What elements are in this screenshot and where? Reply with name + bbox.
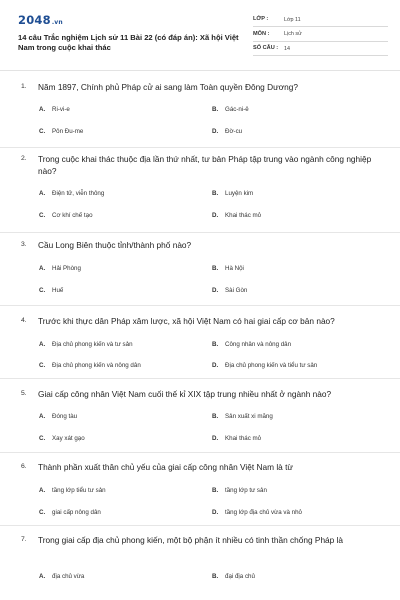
option-text: Địa chủ phong kiến và nông dân xyxy=(52,362,141,369)
question-number: 7. xyxy=(21,536,27,543)
option-text: Sài Gòn xyxy=(225,287,248,294)
document-title: 14 câu Trắc nghiệm Lịch sử 11 Bài 22 (có đáp án): Xã hội Việt Nam trong cuộc khai thác xyxy=(18,33,239,52)
option-c[interactable] xyxy=(39,509,101,516)
option-letter: B. xyxy=(212,487,219,494)
option-d[interactable] xyxy=(212,287,247,294)
option-text: Hà Nội xyxy=(225,265,244,272)
question-separator xyxy=(0,147,400,148)
option-letter: B. xyxy=(212,573,219,580)
option-b[interactable] xyxy=(212,106,249,113)
option-letter: C. xyxy=(39,212,46,219)
question-number: 1. xyxy=(21,83,27,90)
option-c[interactable] xyxy=(39,362,141,369)
option-letter: A. xyxy=(39,573,46,580)
option-text: Pôn Đu-me xyxy=(52,128,84,135)
option-a[interactable] xyxy=(39,341,133,348)
option-d[interactable] xyxy=(212,212,261,219)
option-a[interactable] xyxy=(39,573,84,580)
option-text: tầng lớp tư sản xyxy=(225,487,267,494)
meta-row-grade xyxy=(253,14,388,27)
option-text: Huế xyxy=(52,287,64,294)
option-text: Địa chủ phong kiến và tiểu tư sản xyxy=(225,362,318,369)
option-letter: A. xyxy=(39,265,46,272)
option-text: Xay xát gạo xyxy=(52,435,85,442)
option-b[interactable] xyxy=(212,265,244,272)
option-text: Ri-vi-e xyxy=(52,106,70,113)
question-text: Cầu Long Biên thuộc tỉnh/thành phố nào? xyxy=(38,240,192,250)
option-text: Đờ-cu xyxy=(225,128,243,135)
option-letter: C. xyxy=(39,509,46,516)
header-divider xyxy=(0,70,400,71)
meta-value[interactable]: Lớp 11 xyxy=(284,16,301,23)
question-separator xyxy=(0,452,400,453)
option-letter: B. xyxy=(212,265,219,272)
question-text: Giai cấp công nhân Việt Nam cuối thế kỉ XIX tập trung nhiều nhất ở ngành nào? xyxy=(38,389,332,399)
question-text: Trong giai cấp địa chủ phong kiến, một bộ phận ít nhiều có tinh thần chống Pháp là xyxy=(38,535,344,545)
option-letter: B. xyxy=(212,413,219,420)
option-text: Khai thác mỏ xyxy=(225,435,262,442)
meta-value[interactable]: Lịch sử xyxy=(284,31,302,37)
meta-panel xyxy=(253,14,388,58)
option-c[interactable] xyxy=(39,212,93,219)
option-b[interactable] xyxy=(212,190,253,197)
question-number: 5. xyxy=(21,390,27,397)
option-letter: D. xyxy=(212,212,219,219)
option-letter: A. xyxy=(39,190,46,197)
option-letter: B. xyxy=(212,341,219,348)
option-text: Hải Phòng xyxy=(52,265,81,272)
option-c[interactable] xyxy=(39,128,83,135)
option-d[interactable] xyxy=(212,128,242,135)
page-header xyxy=(0,0,400,70)
option-text: Sản xuất xi măng xyxy=(225,413,273,420)
option-letter: A. xyxy=(39,341,46,348)
option-a[interactable] xyxy=(39,190,104,197)
option-d[interactable] xyxy=(212,362,317,369)
meta-row-count xyxy=(253,43,388,56)
option-text: giai cấp nông dân xyxy=(52,509,101,516)
question-number: 3. xyxy=(21,241,27,248)
question-separator xyxy=(0,525,400,526)
option-b[interactable] xyxy=(212,413,273,420)
option-a[interactable] xyxy=(39,106,70,113)
option-letter: C. xyxy=(39,362,46,369)
option-text: Gác-ni-ê xyxy=(225,106,249,113)
option-letter: C. xyxy=(39,435,46,442)
option-letter: B. xyxy=(212,106,219,113)
option-b[interactable] xyxy=(212,487,267,494)
question-number: 2. xyxy=(21,155,27,162)
question-number: 4. xyxy=(21,317,27,324)
option-letter: A. xyxy=(39,106,46,113)
option-c[interactable] xyxy=(39,287,63,294)
option-text: địa chủ vừa xyxy=(52,573,85,580)
option-c[interactable] xyxy=(39,435,85,442)
meta-value: 14 xyxy=(284,45,290,52)
option-b[interactable] xyxy=(212,341,291,348)
option-text: Công nhân và nông dân xyxy=(225,341,292,348)
meta-label: SỐ CÂU : xyxy=(253,45,279,51)
question-separator xyxy=(0,378,400,379)
option-text: đại địa chủ xyxy=(225,573,255,580)
option-letter: C. xyxy=(39,128,46,135)
option-letter: D. xyxy=(212,362,219,369)
option-text: Địa chủ phong kiến và tư sản xyxy=(52,341,133,348)
question-number: 6. xyxy=(21,463,27,470)
question-separator xyxy=(0,232,400,233)
question-text: Thành phần xuất thân chủ yếu của giai cấp công nhân Việt Nam là từ xyxy=(38,462,293,472)
meta-row-subject xyxy=(253,29,388,42)
option-letter: A. xyxy=(39,487,46,494)
option-text: tầng lớp địa chủ vừa và nhỏ xyxy=(225,509,302,516)
option-letter: A. xyxy=(39,413,46,420)
option-d[interactable] xyxy=(212,435,261,442)
site-logo[interactable] xyxy=(18,13,63,27)
option-b[interactable] xyxy=(212,573,255,580)
logo-suffix: .vn xyxy=(51,19,63,26)
option-text: Đóng tàu xyxy=(52,413,78,420)
option-text: Cơ khí chế tạo xyxy=(52,212,93,219)
option-letter: D. xyxy=(212,509,219,516)
option-text: Khai thác mỏ xyxy=(225,212,262,219)
option-letter: D. xyxy=(212,435,219,442)
meta-label: MÔN : xyxy=(253,30,270,37)
logo-text: 2048 xyxy=(18,13,51,27)
option-text: Điện tử, viễn thông xyxy=(52,190,105,197)
option-a[interactable] xyxy=(39,487,106,494)
meta-label: LỚP : xyxy=(253,16,269,22)
option-a[interactable] xyxy=(39,265,81,272)
option-letter: C. xyxy=(39,287,46,294)
option-letter: D. xyxy=(212,287,219,294)
question-separator xyxy=(0,305,400,306)
option-d[interactable] xyxy=(212,509,302,516)
question-text: Trong cuộc khai thác thuộc địa lần thứ nhất, tư bản Pháp tập trung vào ngành công nghiệp nào? xyxy=(38,154,372,176)
question-text: Trước khi thực dân Pháp xâm lược, xã hội Việt Nam có hai giai cấp cơ bản nào? xyxy=(38,316,335,326)
option-text: tầng lớp tiểu tư sản xyxy=(52,487,106,494)
option-letter: D. xyxy=(212,128,219,135)
question-text: Năm 1897, Chính phủ Pháp cử ai sang làm Toàn quyền Đông Dương? xyxy=(38,82,298,92)
option-letter: B. xyxy=(212,190,219,197)
option-a[interactable] xyxy=(39,413,77,420)
option-text: Luyện kim xyxy=(225,190,254,197)
